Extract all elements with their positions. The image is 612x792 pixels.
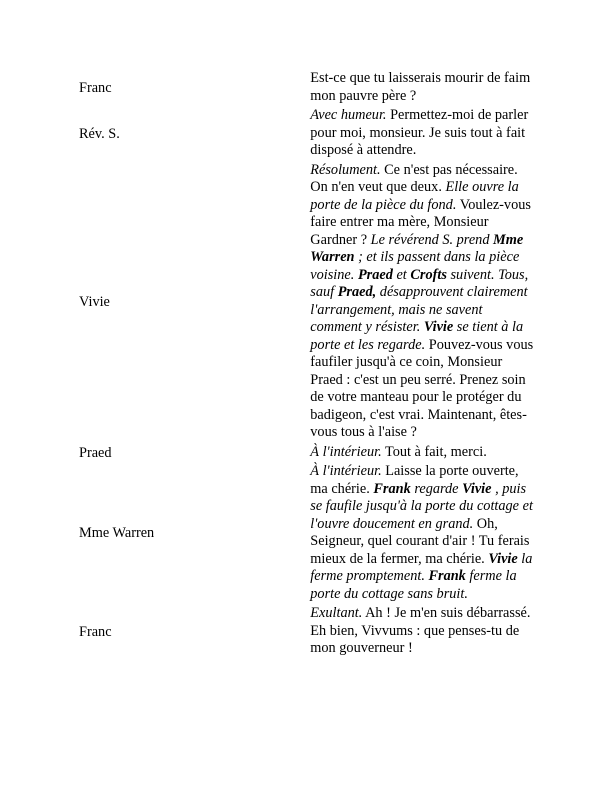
spoken-text: Oh, Seigneur, quel courant d'air ! Tu ferais mieux de la fermer, ma chérie. <box>310 515 530 567</box>
stage-direction: suivent. Tous, sauf <box>310 266 529 300</box>
dialogue-text <box>307 162 534 444</box>
stage-direction: Vivie <box>423 319 454 335</box>
dialogue-row <box>74 444 534 464</box>
dialogue-text <box>307 463 534 605</box>
spoken-text: Tout à fait, merci. <box>381 443 487 460</box>
stage-direction: Avec humeur. <box>310 107 387 123</box>
stage-direction: ; et ils passent dans la pièce voisine. <box>310 249 520 283</box>
stage-direction: Le révérend S. prend <box>370 231 494 248</box>
stage-direction: Praed <box>357 266 393 283</box>
speaker-name: Vivie <box>79 293 110 310</box>
speaker-name: Praed <box>79 444 112 461</box>
dialogue-text <box>307 70 534 107</box>
stage-direction: Frank <box>428 568 466 584</box>
stage-direction: À l'intérieur. <box>310 443 382 460</box>
spoken-text: Ce n'est pas nécessaire. On n'en veut que deux. <box>310 161 518 195</box>
stage-direction: , puis se faufile jusqu'à la porte du cottage et l'ouvre doucement en grand. <box>310 480 533 532</box>
speaker-name: Rév. S. <box>79 125 120 142</box>
dialogue-row <box>74 605 534 660</box>
stage-direction: ferme la porte du cottage sans bruit. <box>310 568 517 602</box>
dialogue-row <box>74 463 534 605</box>
stage-direction: désapprouvent clairement l'arrangement, mais ne savent comment y résister. <box>310 284 528 335</box>
dialogue-row <box>74 162 534 444</box>
speaker-name: Franc <box>79 623 112 640</box>
stage-direction: Vivie <box>462 480 492 497</box>
dialogue-row <box>74 70 534 107</box>
spoken-text: Ah ! Je m'en suis débarrassé. Eh bien, Vivvums : que penses-tu de mon gouverneur ! <box>310 605 531 656</box>
stage-direction: se tient à la porte et les regarde. <box>310 319 524 353</box>
speaker-name: Franc <box>79 79 112 96</box>
spoken-text: Laisse la porte ouverte, ma chérie. <box>310 463 519 497</box>
stage-direction: Résolument. <box>310 161 381 178</box>
dialogue-row <box>74 107 534 162</box>
stage-direction: Praed, <box>337 284 377 300</box>
spoken-text: Voulez-vous faire entrer ma mère, Monsieur Gardner ? <box>310 196 531 248</box>
spoken-text: Permettez-moi de parler pour moi, monsieur. Je suis tout à fait disposé à attendre. <box>310 107 529 158</box>
stage-direction: Mme Warren <box>310 231 524 265</box>
stage-direction: et <box>392 266 411 283</box>
stage-direction: À l'intérieur. <box>310 463 382 479</box>
speaker-name: Mme Warren <box>79 525 155 542</box>
stage-direction: Crofts <box>410 266 447 283</box>
dialogue-table <box>74 70 534 660</box>
spoken-text: Pouvez-vous vous faufiler jusqu'à ce coin, Monsieur Praed : c'est un peu serré. Prenez soin de votre manteau pour le protéger du badigeon, c'est vrai. Maintenant, êtes-vous tous à l'aise ? <box>310 336 534 440</box>
stage-direction: regarde <box>410 480 463 497</box>
stage-direction: Frank <box>373 480 411 497</box>
dialogue-body <box>74 70 534 660</box>
stage-direction: la ferme promptement. <box>310 550 533 584</box>
dialogue-text <box>307 107 534 162</box>
stage-direction: Vivie <box>488 550 518 567</box>
dialogue-text <box>307 605 534 660</box>
stage-direction: Elle ouvre la porte de la pièce du fond. <box>310 179 519 213</box>
spoken-text: Est-ce que tu laisserais mourir de faim mon pauvre père ? <box>310 70 531 104</box>
stage-direction: Exultant. <box>310 605 363 621</box>
dialogue-text <box>307 444 534 464</box>
